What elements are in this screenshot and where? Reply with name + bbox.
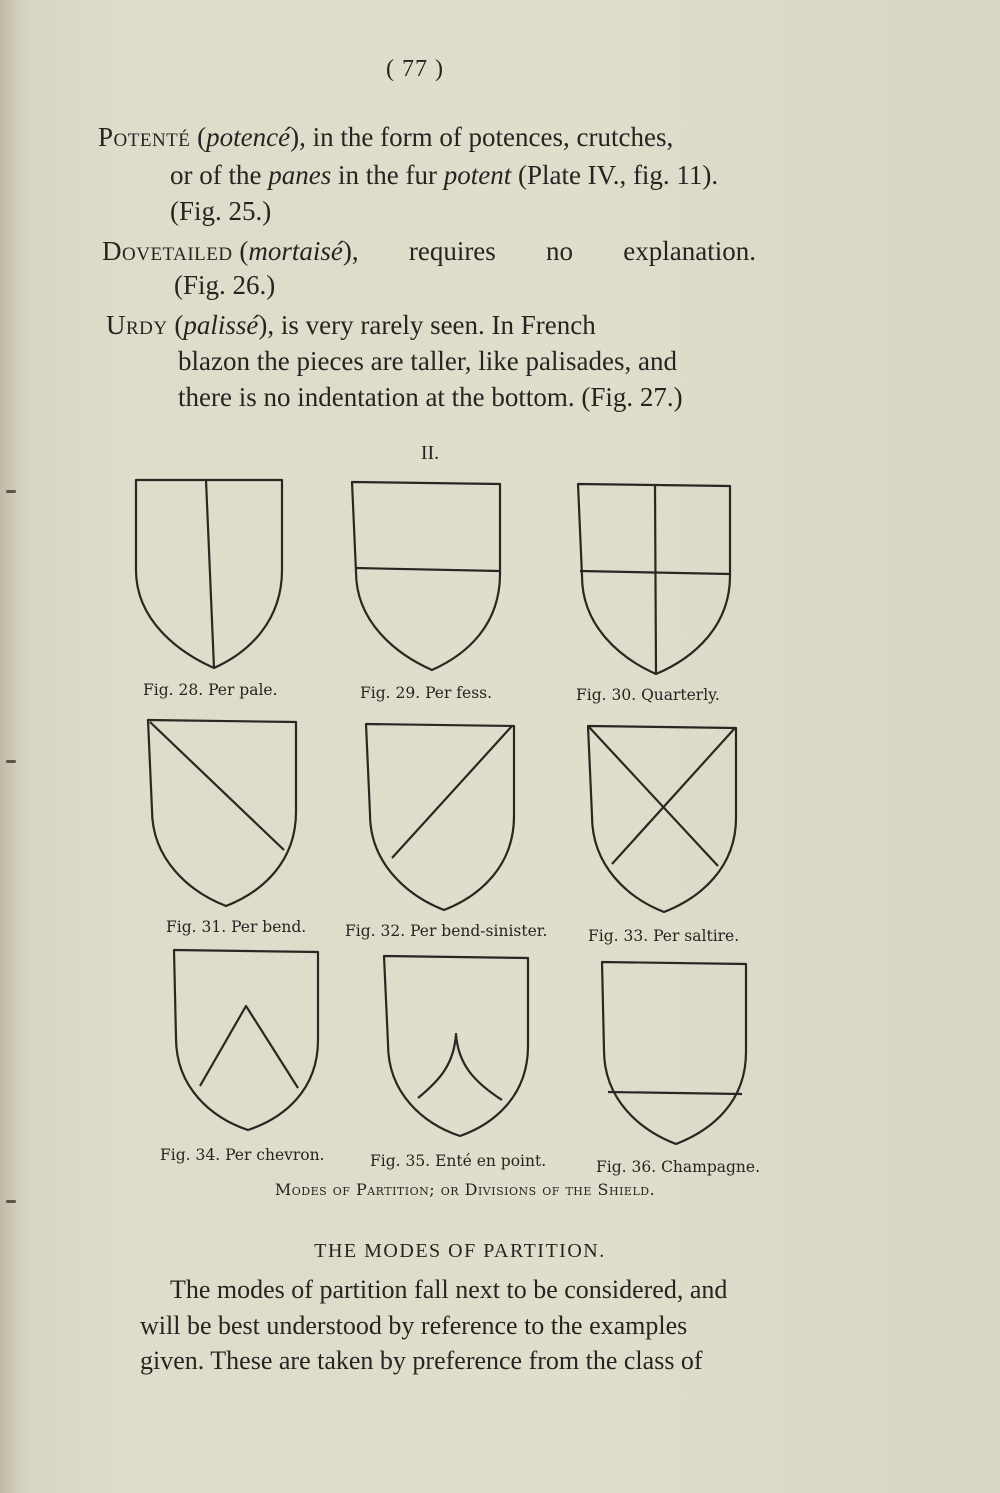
- figure-caption: Fig. 34. Per chevron.: [160, 1146, 325, 1164]
- entry-term: Potenté: [98, 122, 191, 152]
- entry-text: (Plate IV., fig. 11).: [511, 160, 719, 190]
- figure-caption: Fig. 28. Per pale.: [143, 681, 278, 699]
- figure-caption: Fig. 33. Per saltire.: [588, 927, 740, 945]
- body-line: given. These are taken by preference from the class of: [140, 1346, 703, 1375]
- entry-italic: potent: [443, 160, 512, 190]
- entry-italic: panes: [268, 160, 332, 190]
- body-line: will be best understood by reference to the examples: [140, 1311, 688, 1340]
- figure-caption: Fig. 32. Per bend-sinister.: [345, 922, 548, 940]
- entry-word: no: [546, 236, 574, 266]
- figure-reference: (Fig. 26.): [174, 270, 276, 300]
- page-number: ( 77 ): [386, 56, 444, 82]
- shield-per-bend: [148, 720, 296, 906]
- entry-line: blazon the pieces are taller, like palisades, and: [178, 346, 677, 376]
- figure-caption: Fig. 29. Per fess.: [360, 684, 493, 702]
- body-line: The modes of partition fall next to be considered, and: [170, 1275, 728, 1304]
- entry-line: there is no indentation at the bottom. (Fig. 27.): [178, 382, 683, 412]
- shield-per-bend-sinister: [366, 724, 514, 910]
- shield-per-pale: [136, 480, 282, 668]
- section-heading: THE MODES OF PARTITION.: [314, 1240, 606, 1262]
- shield-champagne: [602, 962, 746, 1144]
- entry-word: requires: [408, 236, 496, 266]
- plate-number: II.: [420, 442, 440, 464]
- entry-text: , in the form of potences, crutches,: [299, 122, 674, 152]
- shield-ente-en-point: [384, 956, 528, 1136]
- entry-french-term: palissé: [183, 310, 259, 340]
- figure-caption: Fig. 30. Quarterly.: [576, 686, 720, 704]
- shield-quarterly: [578, 484, 730, 674]
- entry-term: Urdy: [106, 310, 168, 340]
- entry-text: or of the: [170, 160, 269, 190]
- figure-caption: Fig. 31. Per bend.: [166, 918, 307, 936]
- entry-french-term: potencé: [206, 122, 291, 152]
- entry-line: Urdy (palissé), is very rarely seen. In French: [106, 310, 596, 340]
- entry-text: ), is very rarely seen. In French: [258, 310, 596, 340]
- figure-caption: Fig. 35. Enté en point.: [370, 1152, 547, 1170]
- shield-per-fess: [352, 482, 500, 670]
- entry-word: explanation.: [623, 236, 756, 266]
- entry-text: ),: [342, 236, 359, 266]
- shield-per-saltire: [588, 726, 736, 912]
- entry-term: Dovetailed: [102, 236, 233, 266]
- entry-line: Dovetailed (mortaisé), requires no explanation.: [102, 234, 756, 269]
- entry-line: Potenté (potencé), in the form of potences, crutches,: [98, 122, 674, 152]
- entry-text: in the fur: [331, 160, 444, 190]
- entry-french-term: mortaisé: [248, 236, 343, 266]
- figure-reference: (Fig. 25.): [170, 196, 272, 226]
- plate-caption: Modes of Partition; or Divisions of the Shield.: [274, 1180, 656, 1199]
- shield-per-chevron: [174, 950, 318, 1130]
- figure-caption: Fig. 36. Champagne.: [596, 1158, 761, 1176]
